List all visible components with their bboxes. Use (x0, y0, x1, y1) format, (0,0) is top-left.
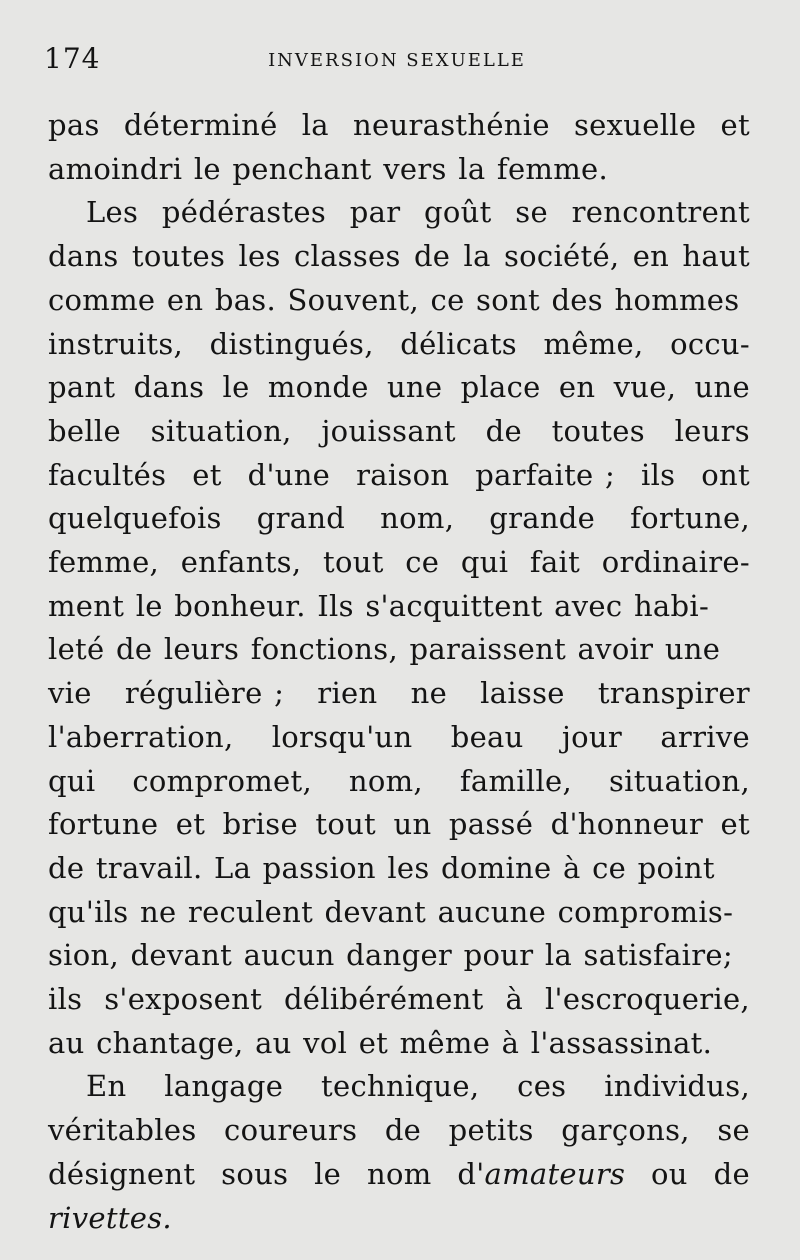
word: distingués, (209, 326, 374, 361)
word: de (485, 413, 522, 448)
word: se (515, 195, 548, 230)
text-line (48, 672, 750, 716)
word: nom, (380, 501, 455, 536)
page-number: 174 (44, 42, 101, 75)
word: instruits, (48, 326, 184, 361)
word: monde (267, 370, 369, 405)
italic-word-amateurs: amateurs (484, 1156, 626, 1191)
word: un (393, 807, 432, 842)
word: grande (489, 501, 596, 536)
word: goût (424, 195, 492, 230)
page-header (44, 42, 750, 82)
word: ou (651, 1156, 688, 1191)
word: beau (450, 719, 524, 754)
word: raison (356, 457, 450, 492)
word: laisse (480, 676, 565, 711)
word: jouissant (321, 413, 456, 448)
word: rencontrent (571, 195, 750, 230)
word: nom (366, 1156, 432, 1191)
word: et (175, 807, 206, 842)
word: technique, (321, 1069, 480, 1104)
text-line (48, 1109, 750, 1153)
word: neurasthénie (353, 108, 550, 142)
text-line: qu'ils ne reculent devant aucune compromis- (48, 894, 734, 929)
word (457, 1153, 625, 1197)
word: et (720, 108, 750, 142)
word: parfaite ; (475, 457, 616, 492)
word: arrive (660, 719, 750, 754)
word: ont (701, 457, 750, 492)
text-line: leté de leurs fonctions, paraissent avoir une (48, 632, 721, 667)
text-line (48, 1153, 750, 1197)
word: toutes (551, 413, 645, 448)
word: en (558, 370, 596, 405)
word: grand (256, 501, 346, 536)
word: jour (561, 719, 623, 754)
word: nom, (348, 763, 423, 798)
word: qui (460, 545, 509, 580)
word: la (463, 239, 491, 274)
word: fortune, (630, 501, 750, 536)
word: situation, (150, 413, 292, 448)
word: qui (48, 763, 96, 798)
word: dans (133, 370, 205, 405)
word: En (86, 1069, 127, 1104)
word: vie (48, 676, 92, 711)
running-title: INVERSION SEXUELLE (268, 50, 526, 71)
word: à (505, 982, 524, 1017)
word: société, (503, 239, 620, 274)
text-line (48, 1197, 750, 1241)
word: les (238, 239, 281, 274)
word: dans (48, 239, 119, 274)
word: compromet, (132, 763, 312, 798)
text-line (48, 104, 750, 148)
text-line: de travail. La passion les domine à ce point (48, 850, 715, 885)
word: d'honneur (550, 807, 704, 842)
text-line (48, 323, 750, 367)
word: passé (448, 807, 534, 842)
text-line: amoindri le penchant vers la femme. (48, 151, 609, 186)
text-line: comme en bas. Souvent, ce sont des hommes (48, 282, 740, 317)
word: et (192, 457, 222, 492)
text-line: ment le bonheur. Ils s'acquittent avec habi- (48, 588, 710, 623)
word: femme, (48, 545, 160, 580)
word: leurs (674, 413, 750, 448)
word: pédérastes (161, 195, 327, 230)
word: en (632, 239, 670, 274)
word: de (713, 1156, 750, 1191)
word: rien (317, 676, 378, 711)
text-line: au chantage, au vol et même à l'assassinat. (48, 1025, 713, 1060)
text-line (48, 716, 750, 760)
word: Les (86, 195, 139, 230)
word: désignent (48, 1156, 196, 1191)
body-text (48, 104, 750, 1240)
word: ils (641, 457, 676, 492)
text-line (48, 760, 750, 804)
word: se (717, 1113, 750, 1148)
word: ces (517, 1069, 567, 1104)
word: même, (543, 326, 644, 361)
italic-word-rivettes: rivettes. (48, 1200, 172, 1235)
word: vue, (613, 370, 677, 405)
text-line (48, 366, 750, 410)
word: garçons, (561, 1113, 690, 1148)
word: haut (682, 239, 750, 274)
word: lorsqu'un (271, 719, 413, 754)
text-line (48, 1065, 750, 1109)
word-prefix: d' (457, 1156, 485, 1191)
word: petits (448, 1113, 534, 1148)
word: fait (529, 545, 581, 580)
word: le (222, 370, 250, 405)
word: d'une (247, 457, 331, 492)
word: s'exposent (104, 982, 263, 1017)
word: une (694, 370, 750, 405)
word: ordinaire- (601, 545, 750, 580)
text-line: sion, devant aucun danger pour la satisfaire; (48, 938, 733, 973)
word: le (314, 1156, 342, 1191)
word: coureurs (224, 1113, 358, 1148)
text-line (48, 541, 750, 585)
word: et (720, 807, 750, 842)
word: facultés (48, 457, 167, 492)
word: ne (410, 676, 448, 711)
word: pant (48, 370, 116, 405)
word: tout (323, 545, 384, 580)
word: de (413, 239, 451, 274)
word: fortune (48, 807, 159, 842)
word: classes (293, 239, 401, 274)
word: la (301, 108, 329, 142)
text-line (48, 235, 750, 279)
word: sous (221, 1156, 289, 1191)
word: pas (48, 108, 100, 142)
word: belle (48, 413, 121, 448)
word: une (386, 370, 443, 405)
text-line (48, 454, 750, 498)
text-line (48, 803, 750, 847)
word: famille, (459, 763, 573, 798)
word: l'aberration, (48, 719, 234, 754)
word: sexuelle (573, 108, 697, 142)
word: véritables (48, 1113, 197, 1148)
word: ils (48, 982, 83, 1017)
word: l'escroquerie, (544, 982, 750, 1017)
text-line (48, 978, 750, 1022)
word: tout (315, 807, 377, 842)
word: par (349, 195, 401, 230)
word: ce (405, 545, 440, 580)
word: délicats (400, 326, 517, 361)
text-line (48, 410, 750, 454)
word: individus, (604, 1069, 750, 1104)
word: situation, (608, 763, 750, 798)
text-line (48, 497, 750, 541)
word: toutes (131, 239, 226, 274)
text-line (48, 191, 750, 235)
word: langage (164, 1069, 284, 1104)
word: brise (222, 807, 298, 842)
word: enfants, (180, 545, 302, 580)
word: de (384, 1113, 422, 1148)
word: quelquefois (48, 501, 222, 536)
word: place (460, 370, 541, 405)
word: délibérément (283, 982, 484, 1017)
word: transpirer (597, 676, 750, 711)
word: régulière ; (124, 676, 285, 711)
word: déterminé (123, 108, 278, 142)
word: occu- (670, 326, 750, 361)
